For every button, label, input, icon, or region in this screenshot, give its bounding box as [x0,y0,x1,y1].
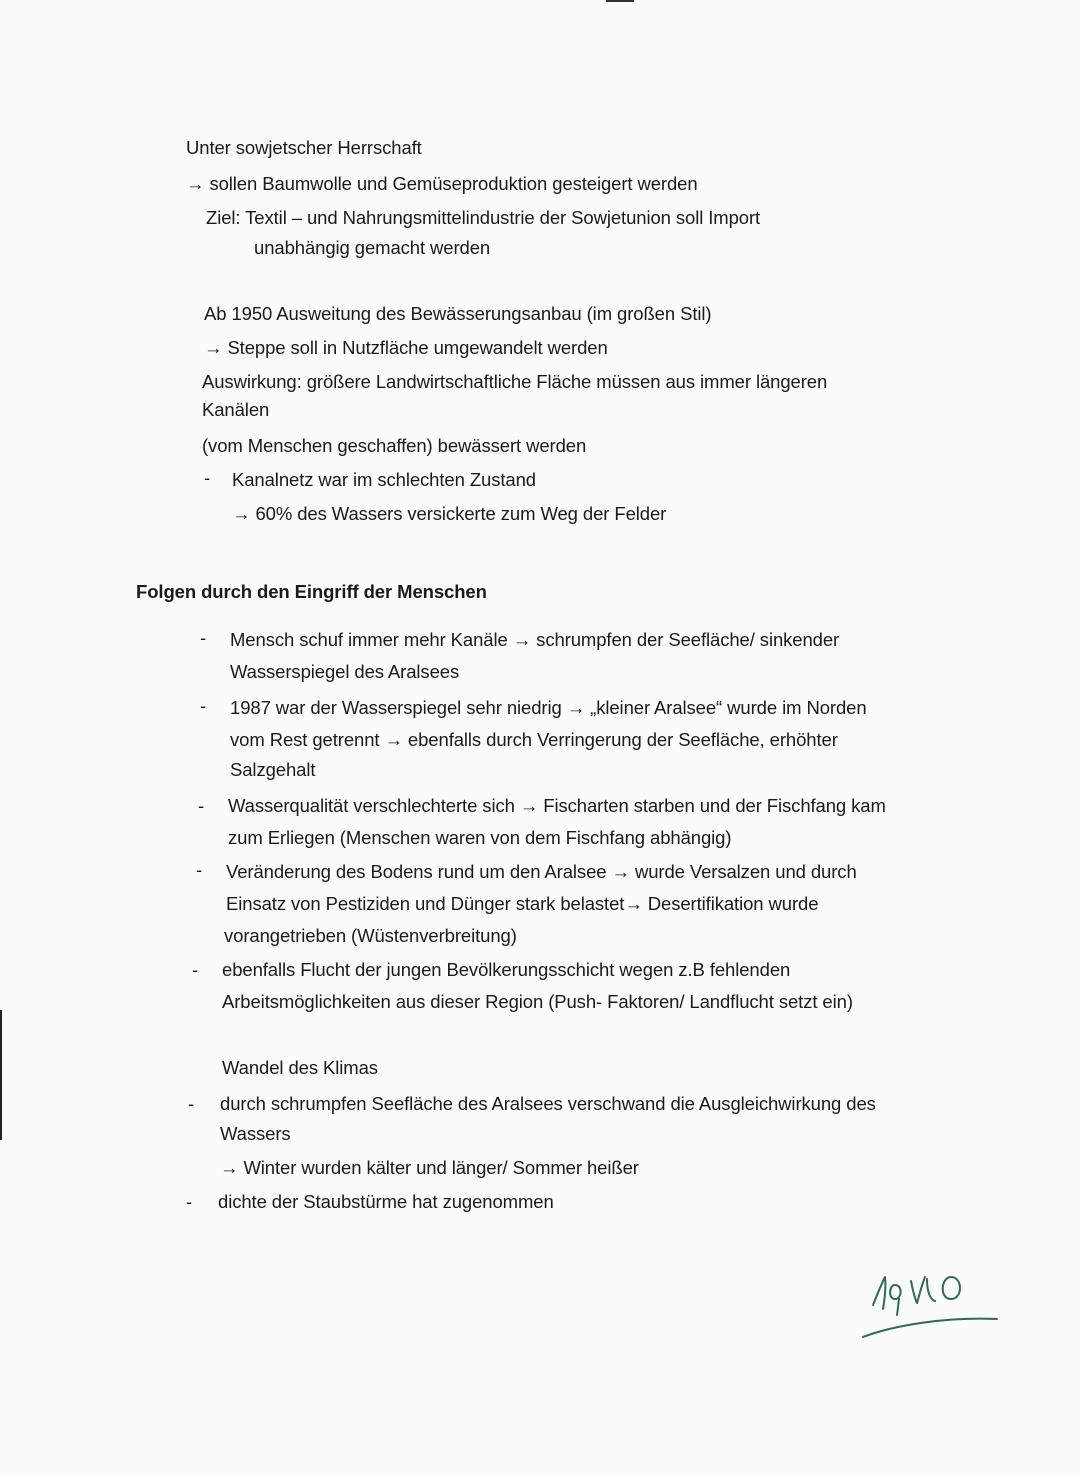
list-dash: - [196,859,203,880]
list-item-line: Salzgehalt [230,759,316,780]
text-line: → Steppe soll in Nutzfläche umgewandelt werden [204,337,608,358]
list-dash: - [204,467,211,488]
list-dash: - [200,627,207,648]
text-line: Kanälen [202,399,270,420]
text-line: → sollen Baumwolle und Gemüseproduktion gesteigert werden [186,173,698,194]
scan-artifact-top [606,0,634,2]
text-line: Unter sowjetscher Herrschaft [186,137,422,158]
text-line: Kanalnetz war im schlechten Zustand [232,469,536,490]
list-item-line: vorangetrieben (Wüstenverbreitung) [224,925,517,946]
text-line: unabhängig gemacht werden [254,237,491,258]
text-line: → 60% des Wassers versickerte zum Weg der Felder [232,503,667,524]
list-dash: - [192,959,199,980]
list-item-line: 1987 war der Wasserspiegel sehr niedrig → „kleiner Aralsee“ wurde im Norden [230,697,867,718]
list-item-line: Wassers [220,1123,291,1144]
text-line: Auswirkung: größere Landwirtschaftliche Fläche müssen aus immer längeren [202,371,828,392]
list-item-line: → Winter wurden kälter und länger/ Sommer heißer [220,1157,639,1178]
list-item-line: vom Rest getrennt → ebenfalls durch Verringerung der Seefläche, erhöhter [230,729,838,750]
list-item-line: durch schrumpfen Seefläche des Aralsees verschwand die Ausgleichwirkung des [220,1093,876,1114]
list-item-line: Wasserspiegel des Aralsees [230,661,460,682]
list-item-line: Einsatz von Pestiziden und Dünger stark belastet→ Desertifikation wurde [226,893,819,914]
list-dash: - [198,795,205,816]
handwritten-grade-signature [855,1255,1005,1345]
list-dash: - [188,1093,195,1114]
list-item-line: ebenfalls Flucht der jungen Bevölkerungsschicht wegen z.B fehlenden [222,959,791,980]
list-item-line: Mensch schuf immer mehr Kanäle → schrumpfen der Seefläche/ sinkender [230,629,840,650]
list-item-line: zum Erliegen (Menschen waren von dem Fischfang abhängig) [228,827,732,848]
list-item-line: Arbeitsmöglichkeiten aus dieser Region (Push- Faktoren/ Landflucht setzt ein) [222,991,853,1012]
text-line: Ab 1950 Ausweitung des Bewässerungsanbau (im großen Stil) [204,303,712,324]
list-dash: - [200,695,207,716]
list-item-line: Wasserqualität verschlechterte sich → Fischarten starben und der Fischfang kam [228,795,886,816]
text-line: (vom Menschen geschaffen) bewässert werden [202,435,587,456]
text-line: Ziel: Textil – und Nahrungsmittelindustrie der Sowjetunion soll Import [206,207,761,228]
list-dash: - [186,1191,193,1212]
list-item-line: dichte der Staubstürme hat zugenommen [218,1191,554,1212]
list-item-line: Veränderung des Bodens rund um den Aralsee → wurde Versalzen und durch [226,861,857,882]
climate-title: Wandel des Klimas [222,1057,378,1078]
section-heading: Folgen durch den Eingriff der Menschen [136,581,487,602]
scan-artifact-left-edge [0,1010,2,1140]
